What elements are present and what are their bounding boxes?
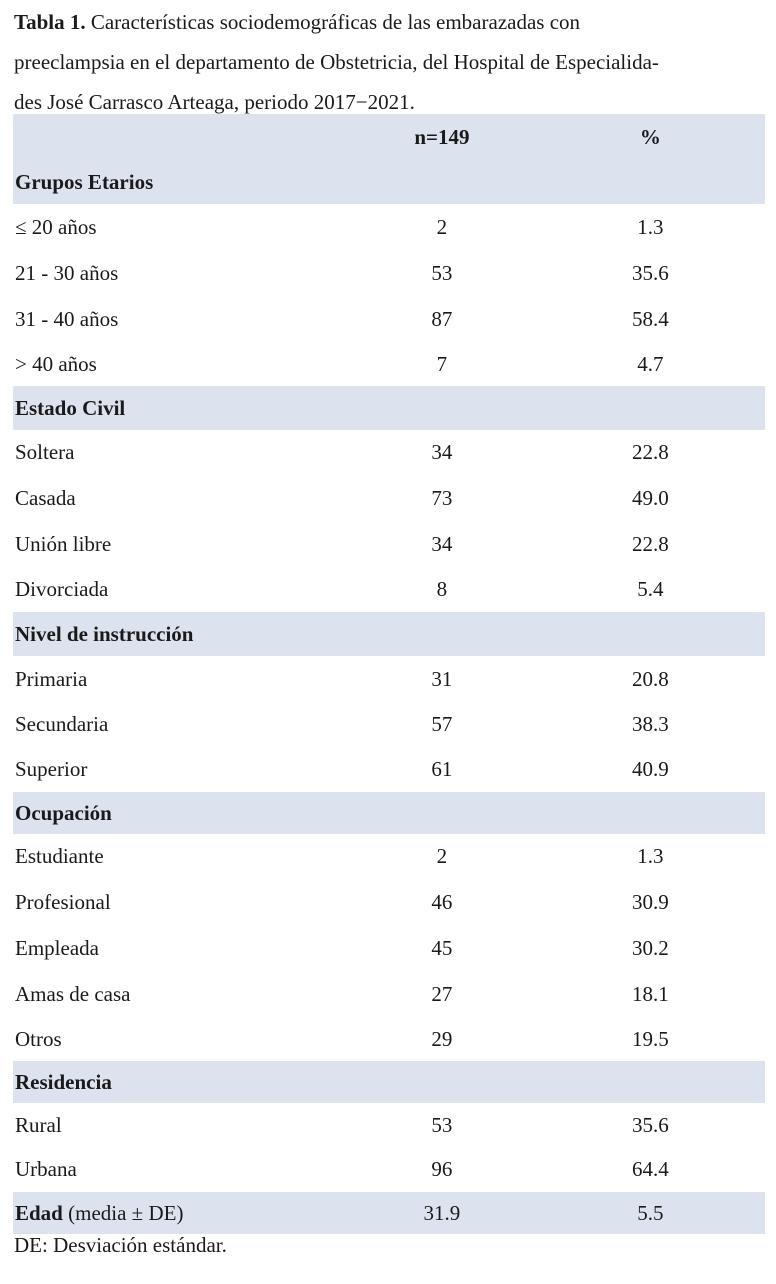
table-row (13, 1103, 765, 1147)
table-row (13, 342, 765, 386)
table-row (13, 204, 765, 250)
row-pct-cell: 5.4 (637, 577, 664, 601)
section-empty-cell (348, 386, 536, 430)
edad-label: Edad (15, 1200, 63, 1225)
section-title: Estado Civil (15, 395, 126, 420)
row-pct-cell: 64.4 (631, 1157, 669, 1181)
edad-label-cell (13, 1192, 348, 1234)
section-title: Ocupación (15, 800, 112, 825)
row-n-cell: 29 (431, 1026, 453, 1051)
header-cell-n: n=149 (414, 124, 470, 149)
table-row (13, 250, 765, 296)
section-empty-cell (348, 1061, 536, 1103)
row-pct-cell: 49.0 (631, 485, 669, 510)
row-pct-cell: 1.3 (637, 844, 664, 868)
edad-suffix: (media ± DE) (62, 1200, 184, 1225)
caption-text-1: Características sociodemográficas de las embarazadas con (90, 10, 581, 34)
row-pct-cell: 1.3 (637, 214, 664, 239)
row-pct-cell: 30.2 (631, 935, 669, 960)
row-pct-cell: 19.5 (631, 1026, 669, 1051)
row-pct-cell: 30.9 (631, 889, 669, 914)
section-empty-cell (536, 792, 765, 834)
caption-label: Tabla 1. (14, 10, 86, 34)
row-label-cell: Amas de casa (15, 981, 131, 1006)
edad-row (13, 1192, 765, 1234)
table-row (13, 702, 765, 747)
edad-mean-cell: 31.9 (423, 1200, 461, 1225)
row-label-cell: 31 - 40 años (15, 306, 119, 331)
row-n-cell: 7 (436, 351, 448, 376)
table-row (13, 925, 765, 971)
section-header-row (13, 1061, 765, 1103)
section-header-row (13, 792, 765, 834)
row-label-cell: Urbana (15, 1157, 77, 1181)
row-n-cell: 61 (431, 757, 453, 781)
table-body (13, 114, 765, 1234)
row-n-cell: 96 (431, 1157, 453, 1181)
row-n-cell: 53 (431, 1112, 453, 1137)
row-label-cell: > 40 años (15, 351, 97, 376)
section-empty-cell (348, 612, 536, 656)
row-pct-cell: 18.1 (631, 981, 669, 1006)
section-empty-cell (348, 160, 536, 204)
row-label-cell: Unión libre (15, 531, 112, 556)
row-n-cell: 53 (431, 260, 453, 285)
row-n-cell: 2 (436, 844, 448, 868)
table-row (13, 656, 765, 702)
edad-sd-cell: 5.5 (637, 1200, 664, 1225)
row-pct-cell: 40.9 (631, 757, 669, 781)
row-pct-cell: 22.8 (631, 531, 669, 556)
row-pct-cell: 20.8 (631, 666, 669, 691)
row-label-cell: Rural (15, 1112, 62, 1137)
row-label-cell: Secundaria (15, 712, 109, 736)
row-n-cell: 34 (431, 440, 453, 464)
table-row (13, 834, 765, 879)
section-empty-cell (348, 792, 536, 834)
row-pct-cell: 35.6 (631, 260, 669, 285)
table-row (13, 296, 765, 342)
row-pct-cell: 38.3 (631, 712, 669, 736)
row-n-cell: 73 (431, 485, 453, 510)
row-label-cell: Casada (15, 485, 76, 510)
table-header-row (13, 114, 765, 160)
row-n-cell: 46 (431, 889, 453, 914)
row-pct-cell: 35.6 (631, 1112, 669, 1137)
section-title: Grupos Etarios (15, 169, 154, 194)
row-n-cell: 31 (431, 666, 453, 691)
caption-line-3: des José Carrasco Arteaga, periodo 2017−2021. (14, 90, 415, 114)
row-n-cell: 57 (431, 712, 453, 736)
caption-line-1 (14, 2, 766, 42)
row-label-cell: Divorciada (15, 577, 109, 601)
table-row (13, 879, 765, 925)
header-cell-pct: % (639, 124, 661, 149)
table-caption (14, 2, 766, 122)
row-n-cell: 45 (431, 935, 453, 960)
table-row (13, 1147, 765, 1192)
row-label-cell: Estudiante (15, 844, 104, 868)
row-label-cell: Primaria (15, 666, 88, 691)
row-n-cell: 34 (431, 531, 453, 556)
table-row (13, 475, 765, 521)
section-header-row (13, 386, 765, 430)
row-n-cell: 8 (436, 577, 448, 601)
table-row (13, 521, 765, 567)
row-pct-cell: 22.8 (631, 440, 669, 464)
section-empty-cell (536, 1061, 765, 1103)
row-label-cell: Empleada (15, 935, 99, 960)
row-pct-cell: 58.4 (631, 306, 669, 331)
row-n-cell: 87 (431, 306, 453, 331)
section-empty-cell (536, 612, 765, 656)
row-n-cell: 27 (431, 981, 453, 1006)
row-label-cell: ≤ 20 años (15, 214, 97, 239)
sociodemographic-table (13, 114, 765, 1234)
table-row (13, 747, 765, 792)
row-pct-cell: 4.7 (637, 351, 664, 376)
row-label-cell: Otros (15, 1026, 62, 1051)
caption-line-2: preeclampsia en el departamento de Obstetricia, del Hospital de Especialida- (14, 50, 659, 74)
footnote: DE: Desviación estándar. (14, 1233, 227, 1257)
table-row (13, 430, 765, 475)
section-empty-cell (536, 160, 765, 204)
table-row (13, 567, 765, 612)
row-label-cell: Profesional (15, 889, 111, 914)
table-row (13, 971, 765, 1017)
row-label-cell: 21 - 30 años (15, 260, 119, 285)
section-header-row (13, 612, 765, 656)
row-label-cell: Superior (15, 757, 88, 781)
section-title: Nivel de instrucción (15, 621, 194, 646)
row-label-cell: Soltera (15, 440, 75, 464)
table-row (13, 1017, 765, 1061)
section-header-row (13, 160, 765, 204)
section-title: Residencia (15, 1069, 112, 1094)
row-n-cell: 2 (436, 214, 448, 239)
header-cell-label (13, 114, 348, 160)
section-empty-cell (536, 386, 765, 430)
